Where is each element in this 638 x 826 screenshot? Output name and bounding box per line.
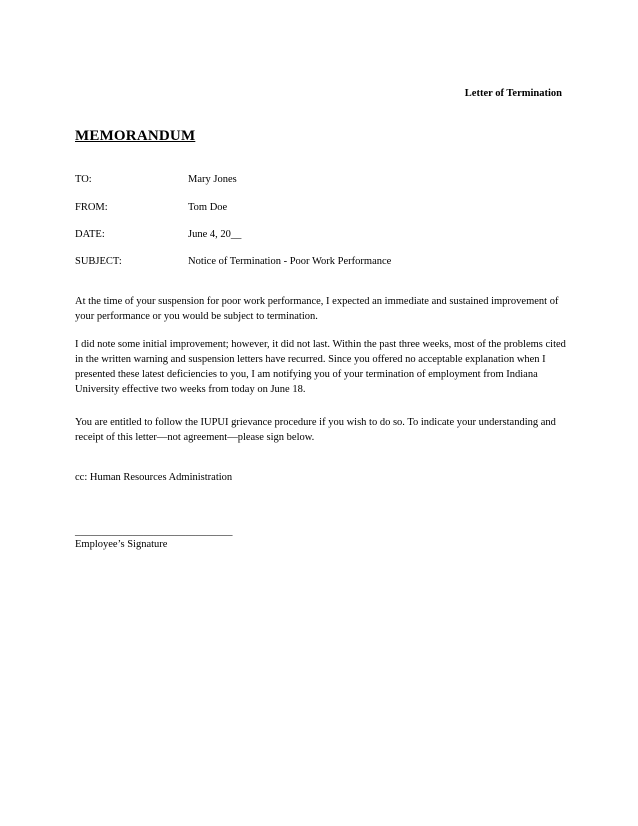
body-paragraph: I did note some initial improvement; however, it did not last. Within the past three weeks, most of the problems cited in the written warning and suspension letters have recurred. Since you offered no acceptable explanation when I presented these latest deficiencies to you, I am notifying you of your termination of employment from Indiana University effective two weeks from today on June 18. [75, 339, 566, 395]
field-label: FROM: [75, 202, 108, 213]
field-label: DATE: [75, 229, 105, 240]
signature-label: Employee’s Signature [75, 539, 168, 550]
field-value: Mary Jones [188, 174, 237, 185]
field-value: Tom Doe [188, 202, 228, 213]
field-label: TO: [75, 174, 92, 185]
field-value: June 4, 20__ [188, 229, 242, 240]
field-value: Notice of Termination - Poor Work Performance [188, 256, 392, 267]
memo-field-date [75, 229, 241, 240]
memo-field-from [75, 202, 227, 213]
field-label: SUBJECT: [75, 256, 122, 267]
body-paragraph: At the time of your suspension for poor work performance, I expected an immediate and sustained improvement of your performance or you would be subject to termination. [75, 296, 559, 322]
cc-line: cc: Human Resources Administration [75, 472, 233, 483]
signature-line: ______________________________ [75, 526, 233, 537]
memorandum-heading: MEMORANDUM [75, 128, 196, 144]
memo-field-to [75, 174, 237, 185]
memo-field-subject [75, 256, 391, 267]
body-paragraph: You are entitled to follow the IUPUI grievance procedure if you wish to do so. To indicate your understanding and receipt of this letter—not agreement—please sign below. [75, 417, 556, 443]
letter-title: Letter of Termination [464, 88, 562, 99]
